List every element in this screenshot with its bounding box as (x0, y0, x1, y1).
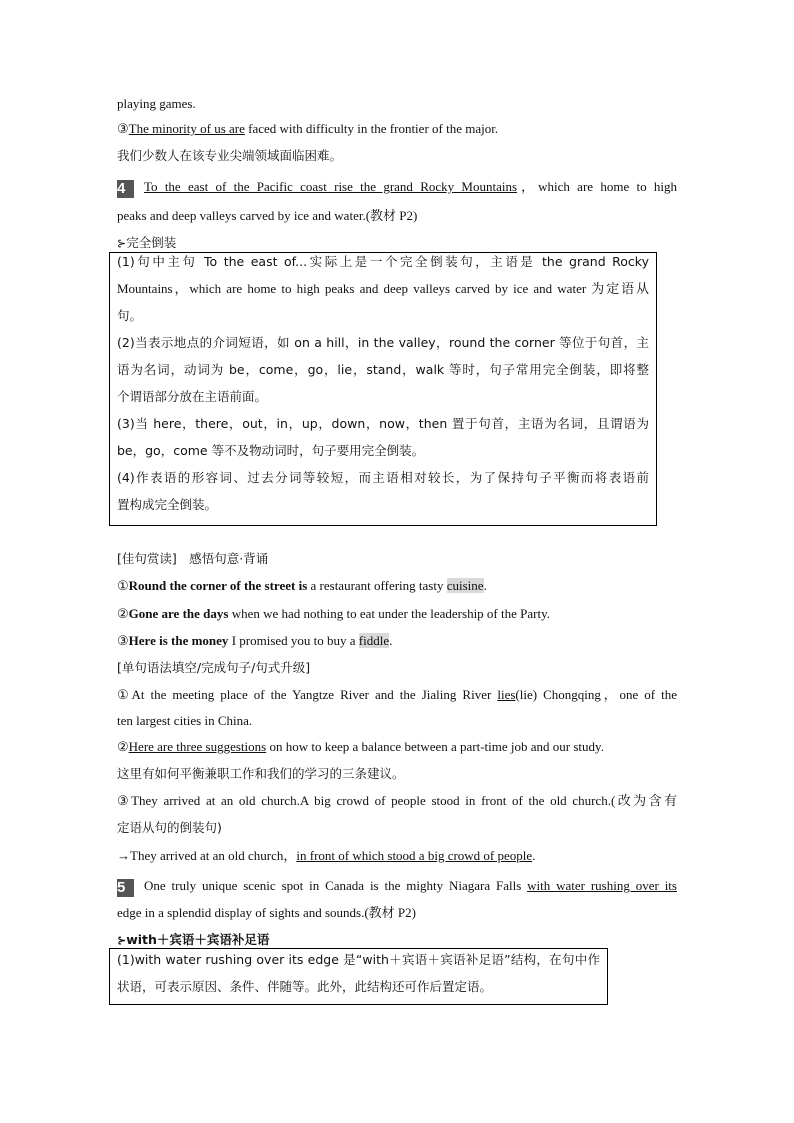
underlined-phrase: with water rushing over its (527, 878, 677, 893)
text: edge in a splendid display of sights and sounds.(教材 P2) (117, 905, 416, 920)
text: →They arrived at an old church， (117, 848, 297, 863)
explanation-box (109, 948, 608, 1005)
number-mark: ① (117, 578, 129, 593)
box-line: (1)with water rushing over its edge 是“with＋宾语＋宾语补足语”结构，在句中作 (117, 952, 600, 967)
box-line: 句。 (117, 308, 143, 323)
text: peaks and deep valleys carved by ice and water.(教材 P2) (117, 208, 418, 223)
section-number-badge: 5 (117, 879, 134, 897)
section-4-sentence (117, 178, 677, 198)
box-line: be，go，come 等不及物动词时，句子要用完全倒装。 (117, 443, 425, 458)
section-5-sentence (117, 877, 677, 897)
answer: in front of which stood a big crowd of people (296, 848, 533, 863)
translation (117, 765, 677, 783)
text: [佳句赏读] 感悟句意·背诵 (117, 551, 269, 566)
exercise-1 (117, 686, 677, 704)
box-line: (4)作表语的形容词、过去分词等较短，而主语相对较长，为了保持句子平衡而将表语前 (117, 470, 649, 485)
reading-sentence-3 (117, 632, 677, 650)
tag-label: with＋宾语＋宾语补足语 (126, 932, 270, 947)
tag-label: 完全倒装 (126, 235, 177, 250)
number-mark: ③ (117, 121, 129, 136)
box-line: 语为名词，动词为 be，come，go，lie，stand，walk 等时，句子常用完全倒装，即将整 (117, 362, 649, 377)
number-mark: ② (117, 606, 129, 621)
text: ③They arrived at an old church.A big crowd of people stood in front of the old church.(改为含有 (117, 793, 677, 808)
text: One truly unique scenic spot in Canada is the mighty Niagara Falls (144, 878, 528, 893)
highlighted-word: fiddle (358, 633, 390, 648)
underlined-phrase: The minority of us are (128, 121, 245, 136)
text: 定语从句的倒装句) (117, 820, 222, 835)
answer: Here are three suggestions (128, 739, 267, 754)
answer: lies (497, 687, 516, 702)
exercise-3 (117, 792, 677, 810)
text: faced with difficulty in the frontier of the major. (244, 121, 499, 136)
text: on how to keep a balance between a part-time job and our study. (266, 739, 604, 754)
exercise-2 (117, 738, 677, 756)
text: ，which are home to high (517, 179, 678, 194)
translation (117, 147, 677, 165)
reading-sentence-2 (117, 605, 677, 623)
number-mark: ② (117, 739, 129, 754)
box-line: Mountains，which are home to high peaks and deep valleys carved by ice and water 为定语从 (117, 281, 649, 296)
text-line (117, 819, 677, 837)
bold-phrase: Gone are the days (128, 606, 229, 621)
text: ten largest cities in China. (117, 713, 253, 728)
text-line (117, 904, 677, 922)
exercise-3-answer (117, 847, 677, 865)
box-line: 个谓语部分放在主语前面。 (117, 389, 268, 404)
box-line: (2)当表示地点的介词短语，如 on a hill，in the valley，round the corner 等位于句首，主 (117, 335, 649, 350)
tag-icon: ⊱ (117, 934, 127, 947)
section-tag (117, 234, 677, 253)
reading-title (117, 550, 677, 568)
text: 这里有如何平衡兼职工作和我们的学习的三条建议。 (117, 766, 405, 781)
number-mark: ③ (117, 633, 129, 648)
box-line: 置构成完全倒装。 (117, 497, 218, 512)
section-number-badge: 4 (117, 180, 134, 198)
text: (lie) Chongqing，one of the (515, 687, 677, 702)
text-line (117, 712, 677, 730)
bold-phrase: Here is the money (128, 633, 229, 648)
text: 我们少数人在该专业尖端领域面临困难。 (117, 148, 343, 163)
text: ①At the meeting place of the Yangtze River and the Jialing River (117, 687, 498, 702)
explanation-box (109, 252, 657, 526)
example-sentence (117, 120, 677, 138)
reading-sentence-1 (117, 577, 677, 595)
text: a restaurant offering tasty (307, 578, 447, 593)
text: playing games. (117, 96, 196, 111)
box-line: 状语，可表示原因、条件、伴随等。此外，此结构还可作后置定语。 (117, 979, 493, 994)
text-line (117, 207, 677, 225)
text: [单句语法填空/完成句子/句式升级] (117, 660, 311, 675)
text: I promised you to buy a (228, 633, 359, 648)
underlined-phrase: To the east of the Pacific coast rise the grand Rocky Mountains (144, 179, 518, 194)
text: . (532, 848, 536, 863)
tag-icon: ⊱ (117, 237, 127, 250)
text-line (117, 95, 677, 113)
highlighted-word: cuisine (446, 578, 484, 593)
text: when we had nothing to eat under the leadership of the Party. (228, 606, 550, 621)
box-line: (1)句中主句 To the east of...实际上是一个完全倒装句，主语是 the grand Rocky (117, 254, 649, 269)
exercise-title (117, 659, 677, 677)
text: . (389, 633, 393, 648)
bold-phrase: Round the corner of the street is (128, 578, 308, 593)
box-line: (3)当 here，there，out，in，up，down，now，then 置于句首，主语为名词，且谓语为 (117, 416, 649, 431)
text: . (483, 578, 487, 593)
